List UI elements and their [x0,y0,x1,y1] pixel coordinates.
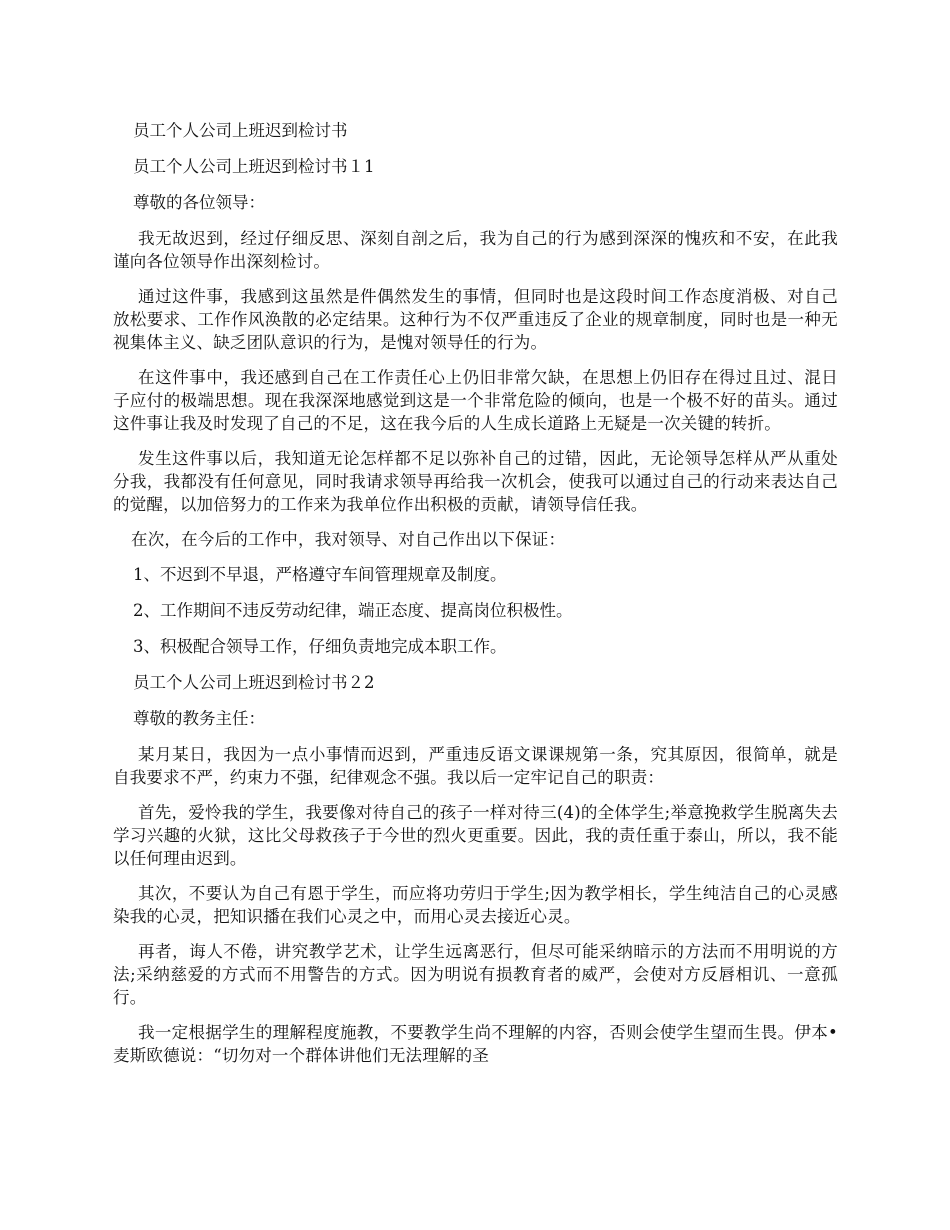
paragraph-3: 在这件事中，我还感到自己在工作责任心上仍旧非常欠缺，在思想上仍旧存在得过且过、混日子应付的极端思想。现在我深深地感觉到这是一个非常危险的倾向，也是一个极不好的苗头。通过这件事让我及时发现了自己的不足，这在我今后的人生成长道路上无疑是一次关键的转折。 [113,368,838,433]
paragraph-9: 再者，诲人不倦，讲究教学艺术，让学生远离恶行，但尽可能采纳暗示的方法而不用明说的方法;采纳慈爱的方式而不用警告的方式。因为明说有损教育者的威严，会使对方反唇相讥、一意孤行。 [113,942,838,1007]
list-item: 1、不迟到不早退，严格遵守车间管理规章及制度。 [133,565,507,584]
list-item: 3、积极配合领导工作，仔细负责地完成本职工作。 [133,637,507,656]
paragraph-6: 某月某日，我因为一点小事情而迟到，严重违反语文课课规第一条，究其原因，很简单，就是自我要求不严，约束力不强，纪律观念不强。我以后一定牢记自己的职责： [113,745,838,787]
list-item: 2、工作期间不违反劳动纪律，端正态度、提高岗位积极性。 [133,601,573,620]
paragraph-5: 在次，在今后的工作中，我对领导、对自己作出以下保证： [131,530,566,549]
section-heading-2: 员工个人公司上班迟到检讨书２2 [133,673,375,692]
paragraph-4: 发生这件事以后，我知道无论怎样都不足以弥补自己的过错，因此，无论领导怎样从严从重处分我，我都没有任何意见，同时我请求领导再给我一次机会，使我可以通过自己的行动来表达自己的觉醒，以加倍努力的工作来为我单位作出积极的贡献，请领导信任我。 [113,449,838,514]
document-title: 员工个人公司上班迟到检讨书 [133,121,348,140]
paragraph-7: 首先，爱怜我的学生，我要像对待自己的孩子一样对待三(4)的全体学生;举意挽救学生脱离失去学习兴趣的火狱，这比父母救孩子于今世的烈火更重要。因此，我的责任重于泰山，所以，我不能以任何理由迟到。 [113,803,838,868]
paragraph-1: 我无故迟到，经过仔细反思、深刻自剖之后，我为自己的行为感到深深的愧疚和不安，在此我谨向各位领导作出深刻检讨。 [113,229,838,271]
paragraph-8: 其次，不要认为自己有恩于学生，而应将功劳归于学生;因为教学相长，学生纯洁自己的心灵感染我的心灵，把知识播在我们心灵之中，而用心灵去接近心灵。 [113,884,838,926]
section-heading-1: 员工个人公司上班迟到检讨书１1 [133,157,375,176]
salutation-2: 尊敬的教务主任： [133,709,265,728]
paragraph-10: 我一定根据学生的理解程度施教，不要教学生尚不理解的内容，否则会使学生望而生畏。伊本•麦斯欧德说：“切勿对一个群体讲他们无法理解的圣 [113,1023,838,1065]
document-body [113,119,838,1079]
paragraph-2: 通过这件事，我感到这虽然是件偶然发生的事情，但同时也是这段时间工作态度消极、对自己放松要求、工作作风涣散的必定结果。这种行为不仅严重违反了企业的规章制度，同时也是一种无视集体主义、缺乏团队意识的行为，是愧对领导任的行为。 [113,287,838,352]
salutation-1: 尊敬的各位领导： [133,193,265,212]
